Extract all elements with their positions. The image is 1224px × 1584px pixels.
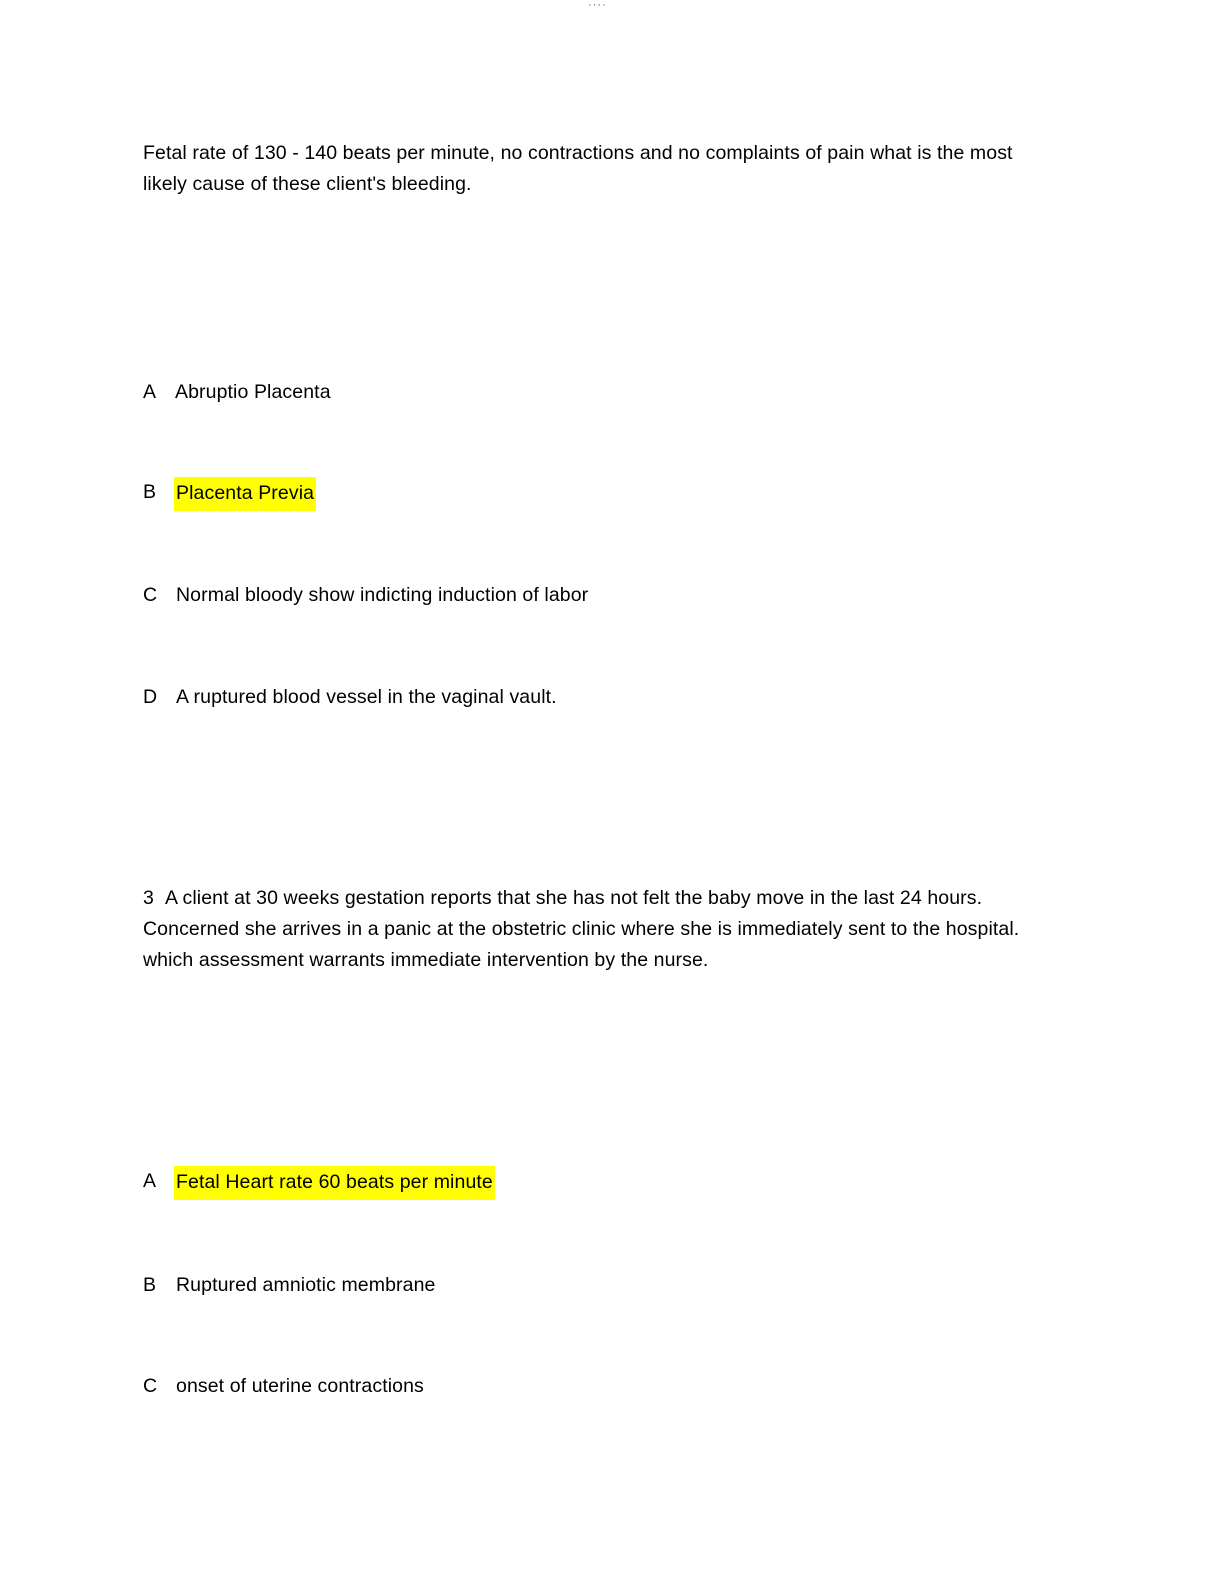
page-top-artifact: ···· bbox=[588, 2, 607, 8]
option-text-highlighted: Placenta Previa bbox=[174, 477, 316, 511]
question-2-option-b[interactable] bbox=[143, 477, 1043, 511]
option-text-highlighted: Fetal Heart rate 60 beats per minute bbox=[174, 1166, 495, 1200]
question-3-option-c[interactable] bbox=[143, 1371, 1043, 1402]
option-text: Abruptio Placenta bbox=[175, 381, 331, 403]
question-3-option-b[interactable] bbox=[143, 1270, 1043, 1301]
option-letter: A bbox=[143, 381, 157, 403]
question-3-option-a[interactable] bbox=[143, 1166, 1043, 1200]
option-letter: B bbox=[143, 1274, 157, 1296]
option-letter: C bbox=[143, 584, 158, 606]
option-letter: D bbox=[143, 686, 158, 708]
question-2-stem: Fetal rate of 130 - 140 beats per minute, no contractions and no complaints of pain what is the most likely cause of these client's bleeding. bbox=[143, 142, 1013, 195]
question-3-stem-text: A client at 30 weeks gestation reports that she has not felt the baby move in the last 24 hours. Concerned she arrives in a panic at the obstetric clinic where she is immediately sent to the hospital. which assessment warrants immediate intervention by the nurse. bbox=[143, 887, 1020, 971]
option-text: A ruptured blood vessel in the vaginal vault. bbox=[176, 686, 557, 708]
question-2-option-c[interactable] bbox=[143, 580, 1043, 611]
option-text: onset of uterine contractions bbox=[176, 1375, 424, 1397]
option-text: Normal bloody show indicting induction of labor bbox=[176, 584, 589, 606]
question-2-option-a[interactable] bbox=[143, 377, 1043, 408]
document-content bbox=[143, 138, 1043, 1402]
question-3-number: 3 bbox=[143, 887, 154, 909]
option-text: Ruptured amniotic membrane bbox=[176, 1274, 436, 1296]
question-2-option-d[interactable] bbox=[143, 682, 1043, 713]
option-letter: C bbox=[143, 1375, 158, 1397]
option-letter: A bbox=[143, 1170, 157, 1192]
option-letter: B bbox=[143, 481, 157, 503]
question-3-stem bbox=[143, 883, 1043, 976]
